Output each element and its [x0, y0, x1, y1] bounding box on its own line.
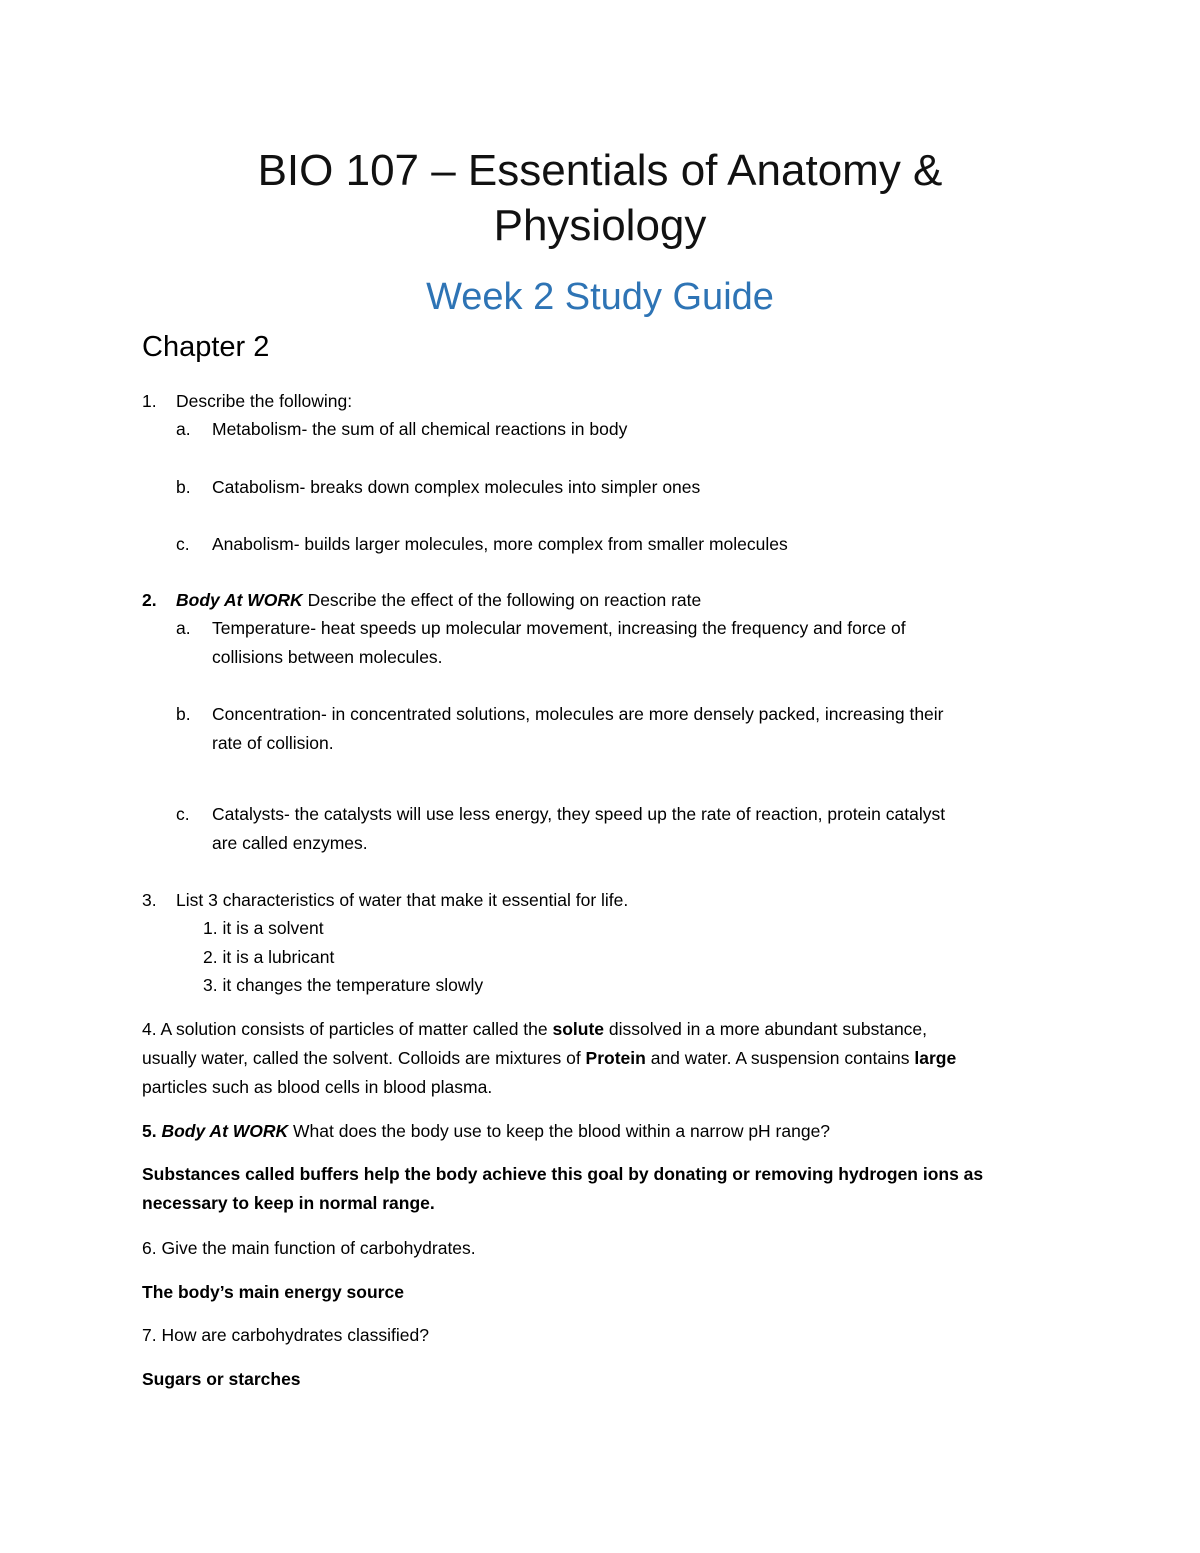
item-text: Metabolism- the sum of all chemical reactions in body [212, 419, 628, 439]
document-title-line-2: Physiology [493, 201, 707, 250]
question-text: List 3 characteristics of water that make it essential for life. [176, 890, 629, 910]
question-4-line-3: particles such as blood cells in blood plasma. [142, 1077, 493, 1097]
answer: The body’s main energy source [142, 1282, 404, 1302]
text-run: 4. A solution consists of particles of matter called the [142, 1019, 553, 1039]
item-text-line-1: Concentration- in concentrated solutions, molecules are more densely packed, increasing their [212, 704, 944, 724]
item-letter: a. [176, 419, 191, 439]
answer: Sugars or starches [142, 1369, 301, 1389]
chapter-heading: Chapter 2 [142, 331, 270, 363]
question-number: 2. [142, 590, 157, 610]
text-run: usually water, called the solvent. Colloids are mixtures of [142, 1048, 586, 1068]
answer-line-2: necessary to keep in normal range. [142, 1193, 435, 1213]
item-letter: b. [176, 477, 191, 497]
item-text-line-2: rate of collision. [212, 733, 334, 753]
question-7: 7. How are carbohydrates classified? [142, 1325, 429, 1345]
body-at-work-label: Body At WORK [176, 590, 303, 610]
question-prompt: Describe the effect of the following on reaction rate [302, 590, 702, 610]
item-text-line-1: Catalysts- the catalysts will use less energy, they speed up the rate of reaction, protein catalyst [212, 804, 946, 824]
item-letter: c. [176, 534, 190, 554]
question-4-line-1 [142, 1018, 927, 1040]
item-letter: b. [176, 704, 191, 724]
question-4-line-2 [142, 1047, 956, 1069]
bold-term: large [914, 1048, 957, 1068]
answer-line-1: Substances called buffers help the body achieve this goal by donating or removing hydrogen ions as [142, 1164, 984, 1184]
question-text [176, 589, 701, 611]
question-5 [142, 1120, 830, 1142]
item-text: Catabolism- breaks down complex molecules into simpler ones [212, 477, 701, 497]
item-text: Anabolism- builds larger molecules, more complex from smaller molecules [212, 534, 788, 554]
document-subtitle: Week 2 Study Guide [426, 276, 774, 318]
question-6: 6. Give the main function of carbohydrates. [142, 1238, 476, 1258]
body-at-work-label: Body At WORK [161, 1121, 289, 1141]
item-text-line-2: are called enzymes. [212, 833, 368, 853]
text-run: and water. A suspension contains [645, 1048, 915, 1068]
item-letter: c. [176, 804, 190, 824]
item-text-line-1: Temperature- heat speeds up molecular movement, increasing the frequency and force of [212, 618, 906, 638]
bold-term: Protein [585, 1048, 646, 1068]
text-run: dissolved in a more abundant substance, [604, 1019, 928, 1039]
list-item: 3. it changes the temperature slowly [203, 975, 484, 995]
list-item: 2. it is a lubricant [203, 947, 335, 967]
question-text: Describe the following: [176, 391, 353, 411]
question-number: 5. [142, 1121, 162, 1141]
item-letter: a. [176, 618, 191, 638]
bold-term: solute [552, 1019, 605, 1039]
document-title-line-1: BIO 107 – Essentials of Anatomy & [257, 146, 943, 195]
list-item: 1. it is a solvent [203, 918, 324, 938]
question-number: 3. [142, 890, 157, 910]
question-number: 1. [142, 391, 157, 411]
question-prompt: What does the body use to keep the blood within a narrow pH range? [288, 1121, 831, 1141]
item-text-line-2: collisions between molecules. [212, 647, 443, 667]
